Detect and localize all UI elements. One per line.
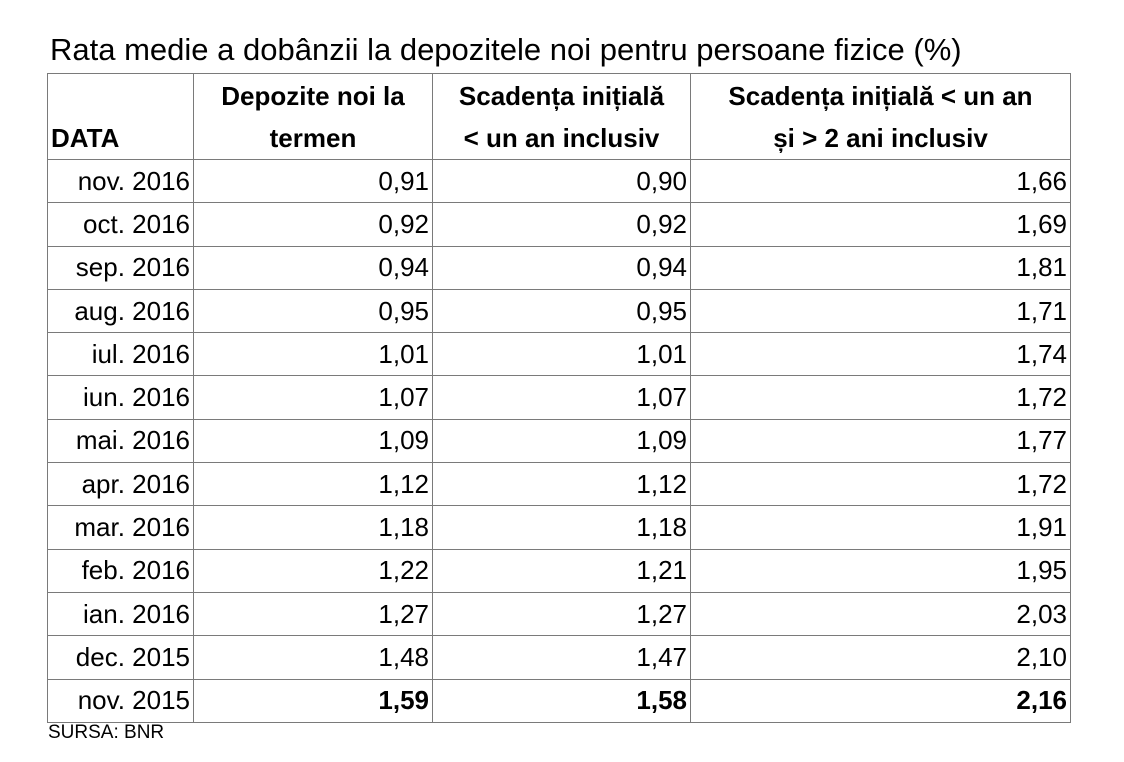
cell-maturity-up-to-1y: 1,12 bbox=[433, 463, 691, 506]
cell-maturity-1y-to-2y: 1,77 bbox=[691, 419, 1071, 462]
table-row bbox=[48, 419, 1071, 462]
column-header-line: Scadența inițială < un an bbox=[728, 81, 1033, 111]
cell-maturity-1y-to-2y: 1,69 bbox=[691, 203, 1071, 246]
cell-new-term-deposits: 1,48 bbox=[194, 636, 433, 679]
table-row bbox=[48, 203, 1071, 246]
table-body bbox=[48, 160, 1071, 723]
table-row bbox=[48, 679, 1071, 722]
column-header-line: termen bbox=[269, 123, 357, 153]
table-row bbox=[48, 549, 1071, 592]
cell-maturity-1y-to-2y: 1,66 bbox=[691, 160, 1071, 203]
cell-maturity-up-to-1y: 1,07 bbox=[433, 376, 691, 419]
cell-date: dec. 2015 bbox=[48, 636, 194, 679]
cell-maturity-up-to-1y: 1,58 bbox=[433, 679, 691, 722]
cell-date: iun. 2016 bbox=[48, 376, 194, 419]
table-row bbox=[48, 463, 1071, 506]
cell-maturity-1y-to-2y: 2,16 bbox=[691, 679, 1071, 722]
column-header-date bbox=[48, 74, 194, 160]
cell-maturity-1y-to-2y: 1,72 bbox=[691, 463, 1071, 506]
cell-maturity-up-to-1y: 0,94 bbox=[433, 246, 691, 289]
source-note: SURSA: BNR bbox=[48, 722, 165, 743]
column-header-line: < un an inclusiv bbox=[463, 123, 660, 153]
cell-date: nov. 2016 bbox=[48, 160, 194, 203]
cell-maturity-up-to-1y: 1,27 bbox=[433, 592, 691, 635]
cell-maturity-1y-to-2y: 1,72 bbox=[691, 376, 1071, 419]
table-row bbox=[48, 160, 1071, 203]
column-header-line: Depozite noi la bbox=[221, 81, 405, 111]
table-row bbox=[48, 246, 1071, 289]
interest-rate-table bbox=[47, 73, 1071, 723]
cell-date: apr. 2016 bbox=[48, 463, 194, 506]
cell-date: nov. 2015 bbox=[48, 679, 194, 722]
cell-date: mai. 2016 bbox=[48, 419, 194, 462]
cell-new-term-deposits: 1,09 bbox=[194, 419, 433, 462]
cell-maturity-1y-to-2y: 2,03 bbox=[691, 592, 1071, 635]
cell-maturity-up-to-1y: 1,21 bbox=[433, 549, 691, 592]
table-row bbox=[48, 289, 1071, 332]
page-title: Rata medie a dobânzii la depozitele noi pentru persoane fizice (%) bbox=[50, 32, 962, 67]
cell-new-term-deposits: 1,22 bbox=[194, 549, 433, 592]
cell-maturity-up-to-1y: 0,90 bbox=[433, 160, 691, 203]
table-row bbox=[48, 506, 1071, 549]
cell-maturity-1y-to-2y: 1,81 bbox=[691, 246, 1071, 289]
cell-date: ian. 2016 bbox=[48, 592, 194, 635]
cell-new-term-deposits: 1,01 bbox=[194, 333, 433, 376]
cell-maturity-up-to-1y: 1,47 bbox=[433, 636, 691, 679]
cell-maturity-up-to-1y: 1,01 bbox=[433, 333, 691, 376]
column-header-line: Scadența inițială bbox=[458, 81, 665, 111]
cell-maturity-1y-to-2y: 1,95 bbox=[691, 549, 1071, 592]
cell-new-term-deposits: 0,94 bbox=[194, 246, 433, 289]
cell-maturity-1y-to-2y: 2,10 bbox=[691, 636, 1071, 679]
cell-maturity-up-to-1y: 1,18 bbox=[433, 506, 691, 549]
column-header-maturity-up-to-1y bbox=[433, 74, 691, 160]
cell-new-term-deposits: 1,12 bbox=[194, 463, 433, 506]
cell-date: feb. 2016 bbox=[48, 549, 194, 592]
cell-new-term-deposits: 1,27 bbox=[194, 592, 433, 635]
cell-new-term-deposits: 0,95 bbox=[194, 289, 433, 332]
cell-maturity-up-to-1y: 1,09 bbox=[433, 419, 691, 462]
cell-new-term-deposits: 0,92 bbox=[194, 203, 433, 246]
cell-new-term-deposits: 1,07 bbox=[194, 376, 433, 419]
cell-date: oct. 2016 bbox=[48, 203, 194, 246]
column-header-maturity-1y-to-2y bbox=[691, 74, 1071, 160]
cell-maturity-1y-to-2y: 1,91 bbox=[691, 506, 1071, 549]
cell-new-term-deposits: 0,91 bbox=[194, 160, 433, 203]
cell-maturity-1y-to-2y: 1,71 bbox=[691, 289, 1071, 332]
cell-date: iul. 2016 bbox=[48, 333, 194, 376]
column-header-line: și > 2 ani inclusiv bbox=[773, 123, 988, 153]
column-header-date-label: DATA bbox=[51, 123, 120, 153]
cell-maturity-up-to-1y: 0,95 bbox=[433, 289, 691, 332]
cell-maturity-up-to-1y: 0,92 bbox=[433, 203, 691, 246]
cell-new-term-deposits: 1,59 bbox=[194, 679, 433, 722]
table-row bbox=[48, 592, 1071, 635]
cell-maturity-1y-to-2y: 1,74 bbox=[691, 333, 1071, 376]
table-row bbox=[48, 376, 1071, 419]
cell-date: sep. 2016 bbox=[48, 246, 194, 289]
cell-date: aug. 2016 bbox=[48, 289, 194, 332]
table-row bbox=[48, 333, 1071, 376]
table-row bbox=[48, 636, 1071, 679]
cell-date: mar. 2016 bbox=[48, 506, 194, 549]
cell-new-term-deposits: 1,18 bbox=[194, 506, 433, 549]
table-header-row bbox=[48, 74, 1071, 160]
column-header-new-term-deposits bbox=[194, 74, 433, 160]
